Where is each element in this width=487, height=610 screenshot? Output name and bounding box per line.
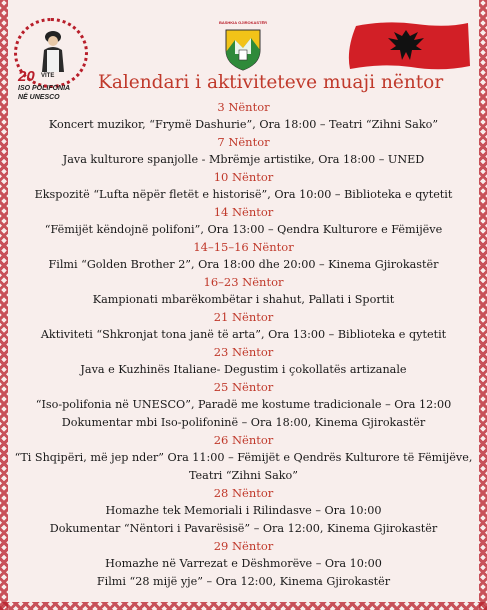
event-description: Teatri “Zihni Sako”	[188, 469, 299, 482]
anniversary-label: VITE	[41, 73, 55, 79]
event-description: Koncert muzikor, “Frymë Dashurie”, Ora 18:00 – Teatri “Zihni Sako”	[48, 118, 439, 131]
event-date: 3 Nëntor	[217, 100, 270, 114]
event-description: Ekspozitë “Lufta nëpër fletët e historisë”, Ora 10:00 – Biblioteka e qytetit	[34, 188, 453, 201]
event-description: “Iso-polifonia në UNESCO”, Paradë me kostume tradicionale – Ora 12:00	[35, 398, 452, 411]
event-description: “Fëmijët këndojnë polifoni”, Ora 13:00 – Qendra Kulturore e Fëmijëve	[44, 223, 443, 236]
event-description: Java e Kuzhinës Italiane- Degustim i çokollatës artizanale	[80, 363, 407, 376]
event-date: 25 Nëntor	[213, 380, 274, 394]
bottom-ornament-border	[0, 602, 487, 610]
event-description: Filmi “Golden Brother 2”, Ora 18:00 dhe 20:00 – Kinema Gjirokastër	[48, 258, 439, 271]
page-title: Kalendari i aktiviteteve muaji nëntor	[98, 72, 444, 93]
event-description: Filmi “28 mijë yje” – Ora 12:00, Kinema Gjirokastër	[96, 575, 391, 588]
event-date: 21 Nëntor	[213, 310, 274, 324]
event-date: 26 Nëntor	[213, 433, 274, 447]
event-description: Java kulturore spanjolle - Mbrëmje artistike, Ora 18:00 – UNED	[62, 153, 425, 166]
right-ornament-border	[479, 0, 487, 610]
event-date: 14–15–16 Nëntor	[193, 240, 294, 254]
singer-figure-icon	[38, 30, 68, 74]
event-date: 29 Nëntor	[213, 539, 274, 553]
event-description: Homazhe tek Memoriali i Rilindasve – Ora 10:00	[105, 504, 382, 517]
albanian-flag-icon	[346, 20, 471, 72]
event-date: 28 Nëntor	[213, 486, 274, 500]
event-date: 23 Nëntor	[213, 345, 274, 359]
event-description: Dokumentar “Nëntori i Pavarësisë” – Ora 12:00, Kinema Gjirokastër	[49, 522, 438, 535]
municipality-crest-icon	[223, 24, 263, 72]
event-description: Kampionati mbarëkombëtar i shahut, Pallati i Sportit	[92, 293, 395, 306]
event-description: Homazhe në Varrezat e Dëshmorëve – Ora 10:00	[105, 557, 382, 570]
event-schedule	[8, 99, 479, 591]
logo-line-2: NË UNESCO	[18, 94, 60, 101]
event-description: Dokumentar mbi Iso-polifoninë – Ora 18:00, Kinema Gjirokastër	[61, 416, 426, 429]
event-date: 14 Nëntor	[213, 205, 274, 219]
event-description: Aktiviteti “Shkronjat tona janë të arta”, Ora 13:00 – Biblioteka e qytetit	[40, 328, 447, 341]
logo-line-1: ISO POLIFONIA	[18, 85, 71, 92]
anniversary-number: 20	[18, 68, 35, 85]
event-description: “Ti Shqipëri, më jep nder” Ora 11:00 – Fëmijët e Qendrës Kulturore të Fëmijëve,	[14, 451, 473, 464]
municipality-label: BASHKIA GJIROKASTËR	[218, 20, 268, 25]
event-date: 10 Nëntor	[213, 170, 274, 184]
iso-polyphony-logo	[14, 18, 100, 101]
event-date: 7 Nëntor	[217, 135, 270, 149]
left-ornament-border	[0, 0, 8, 610]
event-date: 16–23 Nëntor	[203, 275, 284, 289]
